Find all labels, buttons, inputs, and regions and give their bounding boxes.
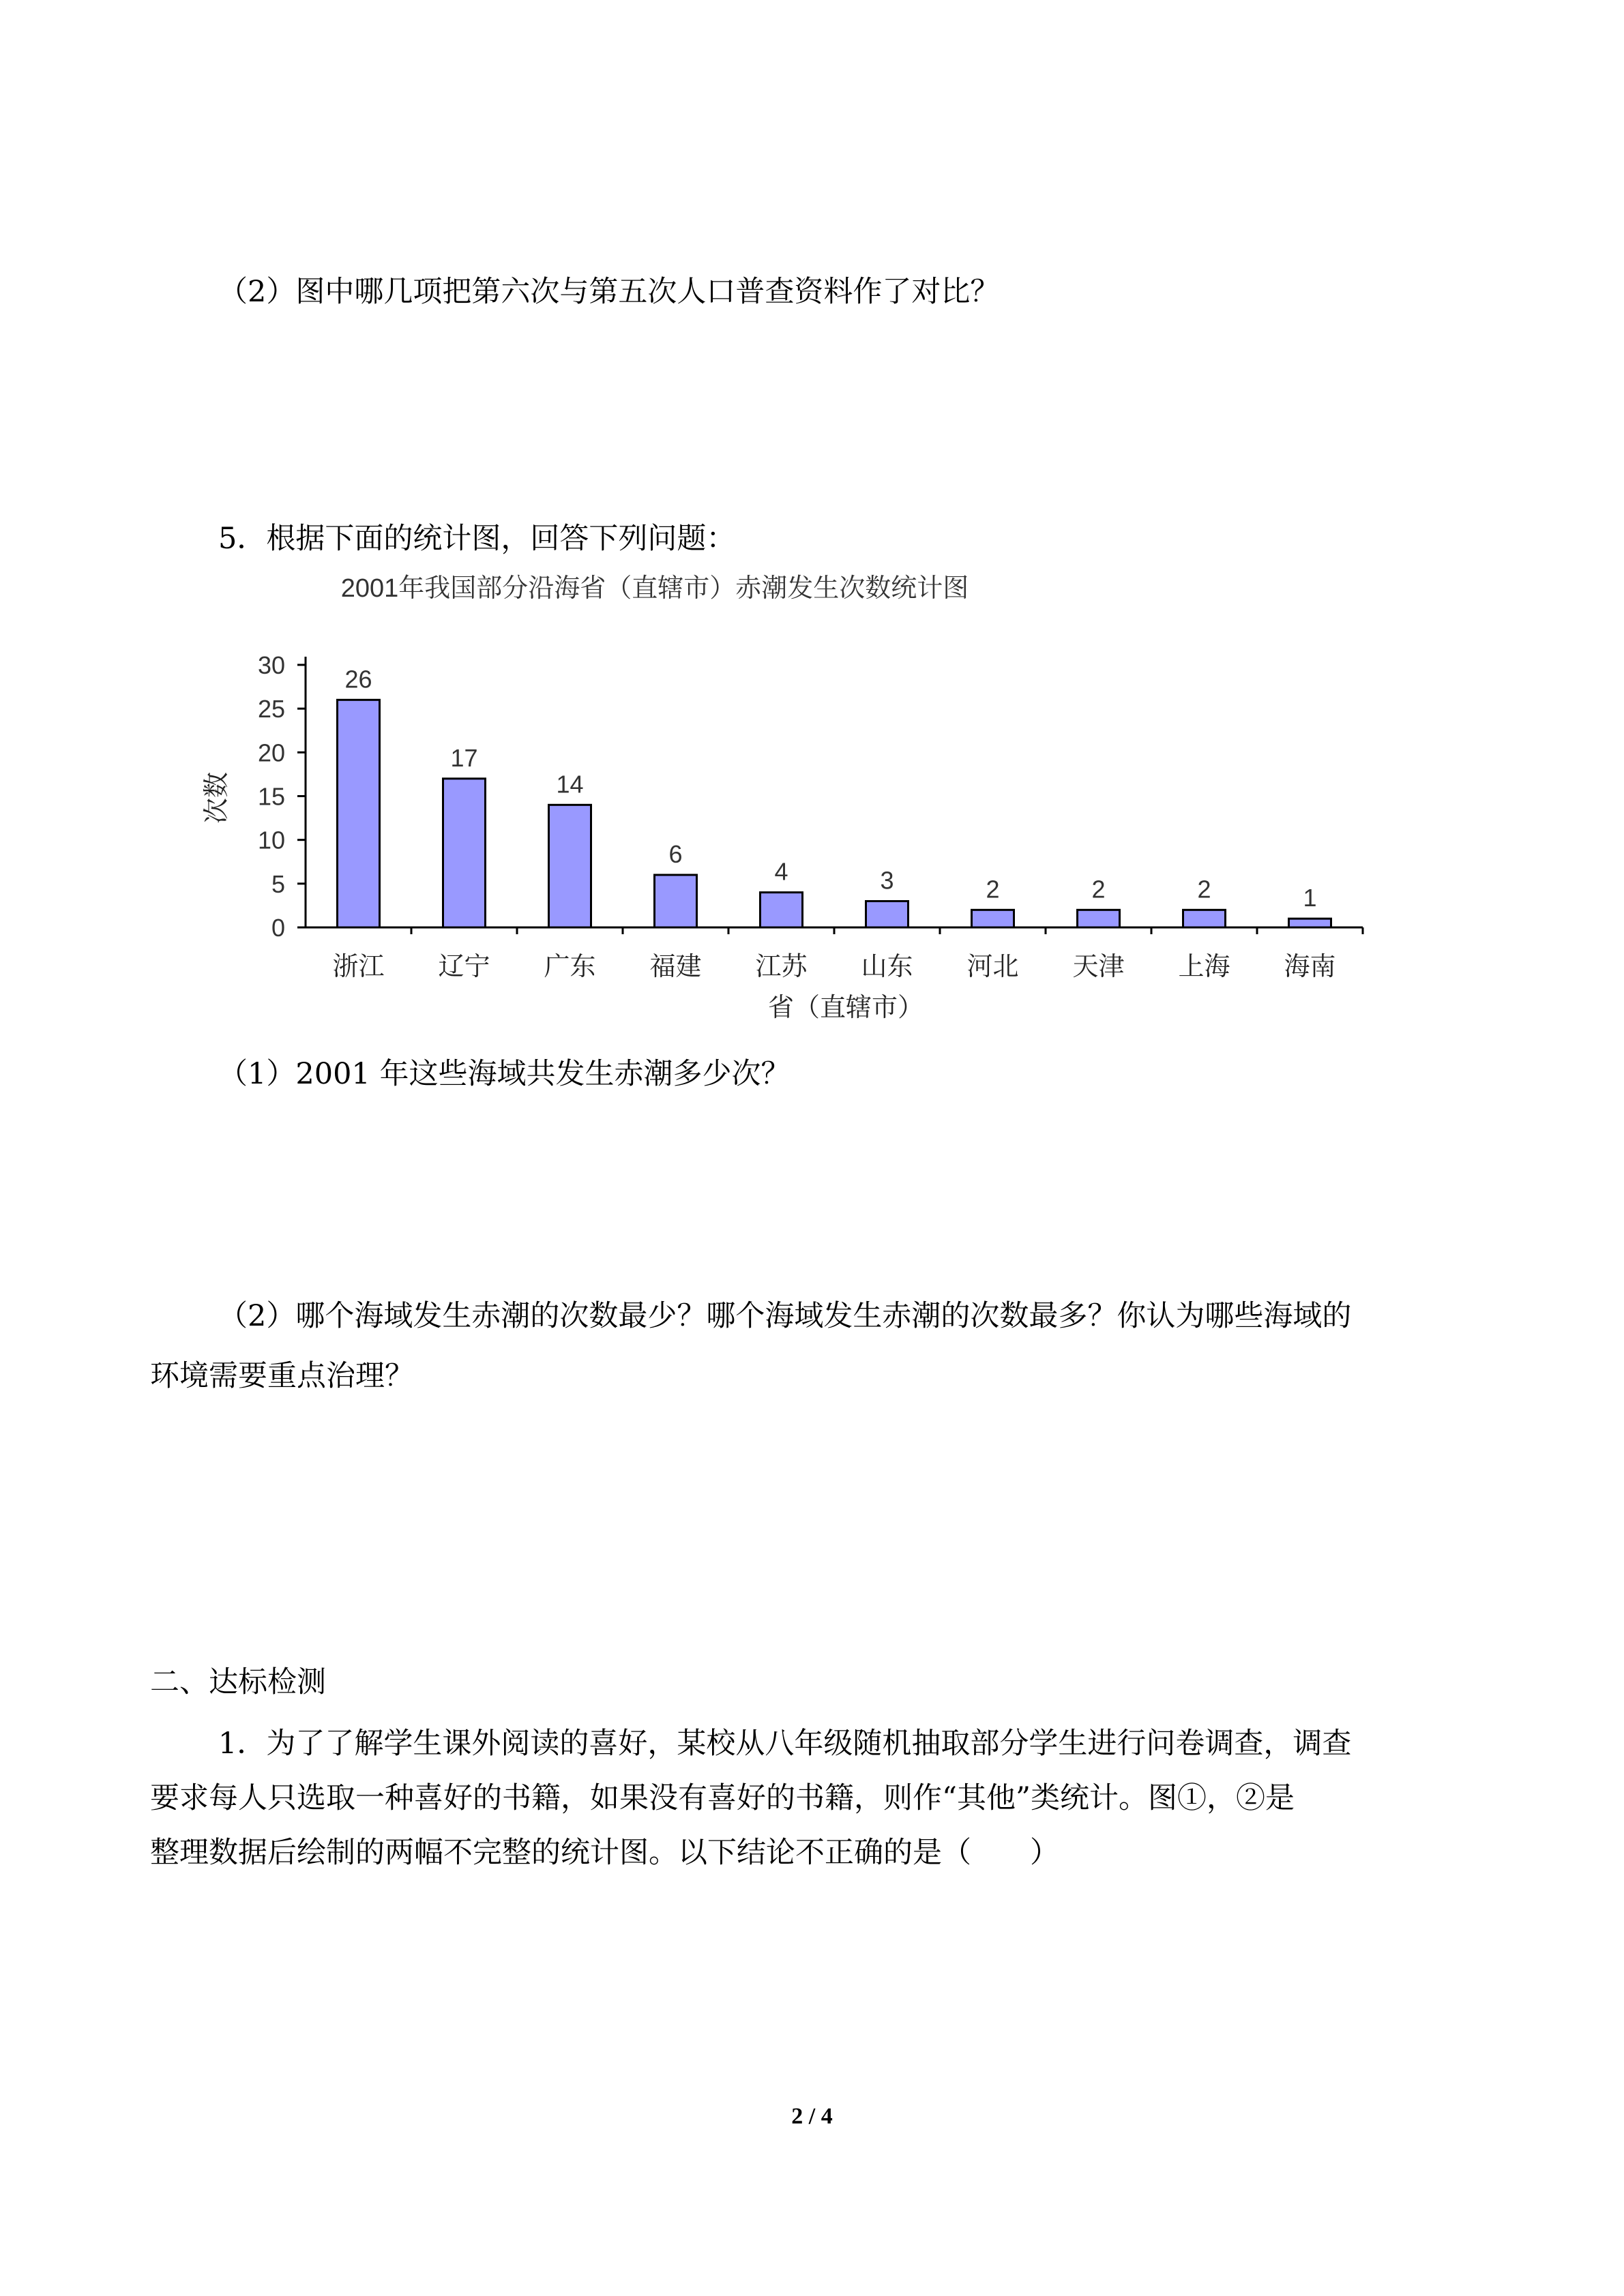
bar xyxy=(443,779,486,927)
question-4-2: （2）图中哪几项把第六次与第五次人口普查资料作了对比？ xyxy=(218,275,1000,309)
bar-value-label: 17 xyxy=(450,743,478,772)
x-category-label: 山东 xyxy=(861,951,913,981)
y-tick-label: 0 xyxy=(271,914,285,942)
x-category-label: 广东 xyxy=(544,951,596,981)
plot-area xyxy=(258,651,1363,981)
question-5-2-line-1: （2）哪个海域发生赤潮的次数最少？哪个海域发生赤潮的次数最多？你认为哪些海域的 xyxy=(218,1299,1352,1333)
bar xyxy=(866,901,909,928)
bar-value-label: 14 xyxy=(556,770,584,799)
question-5: 5．根据下面的统计图，回答下列问题： xyxy=(218,522,736,556)
chart-title: 2001年我国部分沿海省（直辖市）赤潮发生次数统计图 xyxy=(340,574,969,603)
x-category-label: 天津 xyxy=(1072,951,1125,981)
section-2-question-1-line-3: 整理数据后绘制的两幅不完整的统计图。以下结论不正确的是（ ） xyxy=(150,1836,1059,1870)
question-5-2-line-2: 环境需要重点治理？ xyxy=(150,1359,414,1393)
y-tick-label: 30 xyxy=(257,651,285,679)
y-tick-label: 25 xyxy=(257,695,285,724)
x-category-label: 河北 xyxy=(966,951,1019,981)
red-tide-bar-chart xyxy=(191,569,1391,1033)
bar xyxy=(1183,910,1226,927)
bar-value-label: 2 xyxy=(986,875,1000,904)
bar-value-label: 2 xyxy=(1197,875,1211,904)
y-tick-label: 10 xyxy=(257,826,285,854)
bar-value-label: 26 xyxy=(344,665,372,694)
bar xyxy=(1078,910,1120,927)
y-tick-label: 20 xyxy=(257,739,285,767)
section-2-question-1-line-1: 1．为了了解学生课外阅读的喜好，某校从八年级随机抽取部分学生进行问卷调查，调查 xyxy=(218,1727,1352,1761)
y-axis-title: 次数 xyxy=(201,771,231,824)
bar-value-label: 4 xyxy=(774,857,788,886)
x-axis-title: 省（直辖市） xyxy=(767,992,924,1022)
page-number: 2 / 4 xyxy=(791,2104,833,2129)
bar xyxy=(338,700,380,927)
y-tick-label: 15 xyxy=(257,782,285,811)
bar xyxy=(972,910,1014,927)
bar-value-label: 2 xyxy=(1091,875,1106,904)
x-category-label: 上海 xyxy=(1178,951,1230,981)
x-category-label: 海南 xyxy=(1284,951,1336,981)
x-category-label: 浙江 xyxy=(332,951,385,981)
bar-value-label: 3 xyxy=(880,866,894,895)
x-category-label: 江苏 xyxy=(755,951,808,981)
bar-value-label: 6 xyxy=(668,840,683,868)
bar xyxy=(1289,919,1331,927)
section-2-question-1-line-2: 要求每人只选取一种喜好的书籍，如果没有喜好的书籍，则作“其他”类统计。图①，②是 xyxy=(150,1781,1295,1815)
x-category-label: 辽宁 xyxy=(438,951,490,981)
bar xyxy=(549,805,591,927)
question-5-1: （1）2001 年这些海域共发生赤潮多少次？ xyxy=(218,1057,791,1091)
bar xyxy=(761,893,803,927)
y-tick-label: 5 xyxy=(271,869,285,898)
section-2-heading: 二、达标检测 xyxy=(150,1665,326,1699)
bar xyxy=(655,875,697,927)
bar-value-label: 1 xyxy=(1303,884,1317,912)
x-category-label: 福建 xyxy=(649,951,702,981)
